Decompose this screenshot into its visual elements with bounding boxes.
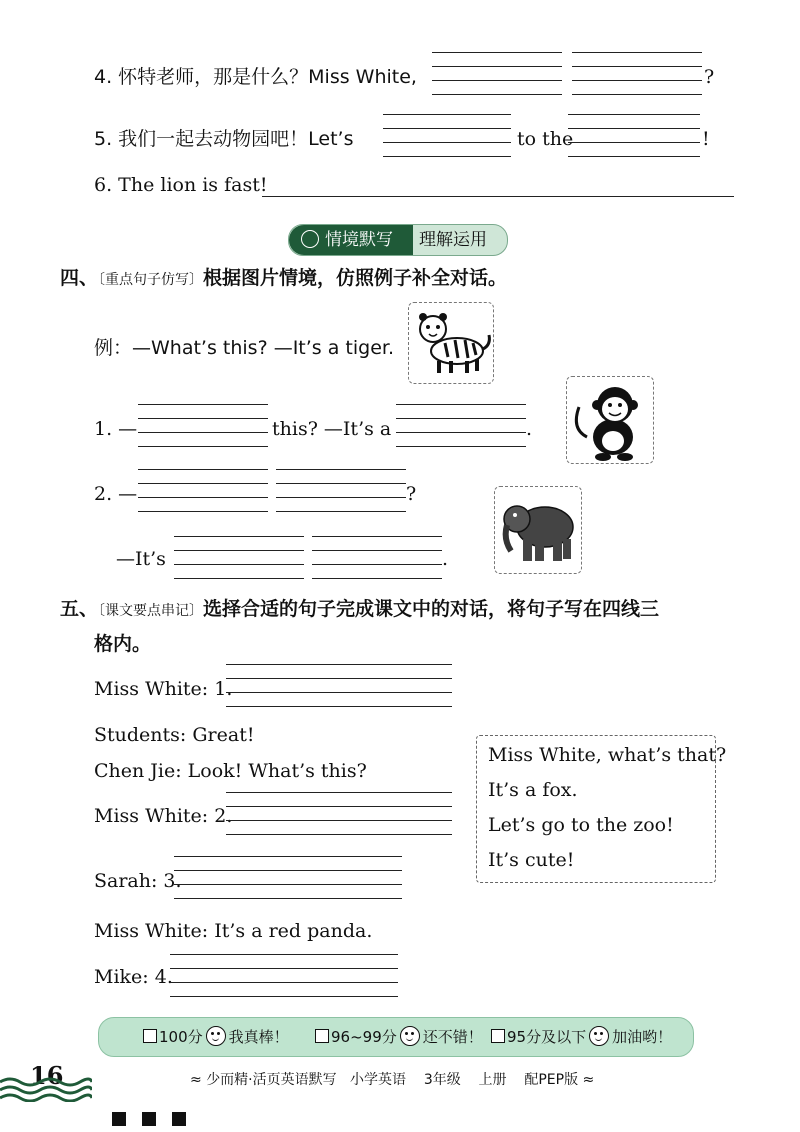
score-option-c[interactable]: 95分及以下 加油哟！ [491,1018,672,1056]
dialogue-line-4: Miss White: 2. [94,805,233,827]
elephant-picture [494,486,582,574]
option-4[interactable]: It’s cute! [488,849,575,871]
q2-answer-start: —It’s [116,548,166,570]
print-mark [172,1112,186,1126]
item-4-prompt: 4. 怀特老师，那是什么？Miss White, [94,66,417,88]
wave-icon: ≈ [190,1072,202,1088]
option-1[interactable]: Miss White, what’s that? [488,744,727,766]
q2-start: 2. — [94,483,138,505]
score-option-b[interactable]: 96~99分 还不错！ [315,1018,483,1056]
score-option-a[interactable]: 100分 我真棒！ [143,1018,289,1056]
monkey-icon [567,377,653,463]
monkey-picture [566,376,654,464]
item-5-prompt: 5. 我们一起去动物园吧！Let’s [94,128,354,150]
q1-mid: this? —It’s a [272,418,392,440]
item-4-blank-2[interactable] [572,52,702,96]
section-4-heading: 四、〔重点句子仿写〕根据图片情境，仿照例子补全对话。 [60,267,508,289]
dialogue-line-1: Miss White: 1. [94,678,233,700]
print-mark [142,1112,156,1126]
smile-face-icon [400,1026,420,1046]
example-sentence: 例：—What’s this? —It’s a tiger. [94,337,394,359]
page-number: 16 [30,1061,64,1090]
option-3[interactable]: Let’s go to the zoo! [488,814,674,836]
options-box [476,735,727,883]
banner-left: 情境默写 [289,225,413,255]
dialogue-line-5: Sarah: 3. [94,870,182,892]
q1-end: . [526,418,533,440]
checkbox-icon[interactable] [491,1029,505,1043]
wave-icon: ≈ [582,1072,595,1088]
item-5-blank-1[interactable] [383,114,511,158]
checkbox-icon[interactable] [315,1029,329,1043]
cheer-face-icon [589,1026,609,1046]
smile-face-icon [206,1026,226,1046]
q1-start: 1. — [94,418,138,440]
q2-blank-2[interactable] [276,469,406,513]
q2-blank-1[interactable] [138,469,268,513]
dialogue-line-2: Students: Great! [94,724,255,746]
item-4-end: ? [704,66,715,88]
wave-decoration [0,1076,92,1102]
dialogue-blank-2[interactable] [226,792,452,836]
q2-end: ? [406,483,417,505]
q2-answer-blank-2[interactable] [312,536,442,580]
option-2[interactable]: It’s a fox. [488,779,578,801]
tiger-picture [408,302,494,384]
dialogue-line-6: Miss White: It’s a red panda. [94,920,373,942]
dialogue-blank-3[interactable] [174,856,402,900]
q1-blank-1[interactable] [138,404,268,448]
q2-answer-end: . [442,548,449,570]
q2-answer-blank-1[interactable] [174,536,304,580]
item-6-answer-line[interactable] [262,196,734,197]
item-4-blank-1[interactable] [432,52,562,96]
item-5-end: ! [702,128,710,150]
item-5-mid: to the [517,128,574,150]
q1-blank-2[interactable] [396,404,526,448]
self-score-bar [98,1017,694,1057]
item-5-blank-2[interactable] [568,114,700,158]
print-mark [112,1112,126,1126]
tiger-icon [409,303,493,383]
dialogue-line-3: Chen Jie: Look! What’s this? [94,760,367,782]
section-banner [288,224,508,256]
checkbox-icon[interactable] [143,1029,157,1043]
elephant-icon [495,487,581,573]
footer-info: ≈ 少而精·活页英语默写 小学英语 3年级 上册 配PEP版 ≈ [190,1072,595,1088]
item-6-prompt: 6. The lion is fast! [94,174,268,196]
dialogue-blank-1[interactable] [226,664,452,708]
banner-right: 理解运用 [419,230,487,250]
dialogue-blank-4[interactable] [170,954,398,998]
section-5-heading: 五、〔课文要点串记〕选择合适的句子完成课文中的对话，将句子写在四线三 [60,598,660,620]
dialogue-line-7: Mike: 4. [94,966,173,988]
pencil-icon [301,230,319,248]
section-5-heading-cont: 格内。 [94,633,152,655]
